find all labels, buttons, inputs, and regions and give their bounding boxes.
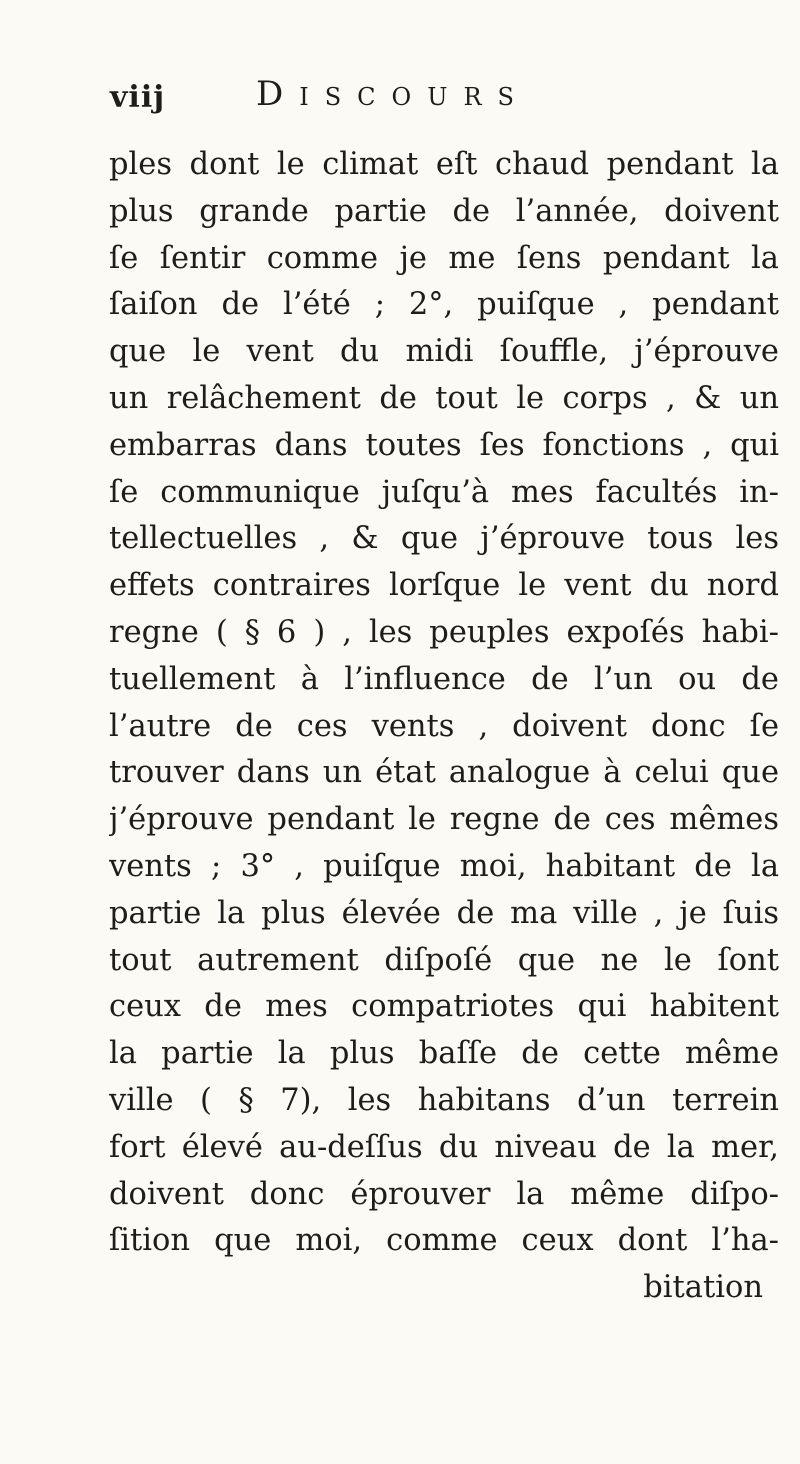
text-line-20: la partie la plus baſſe de cette même [109,1036,779,1072]
body-text [109,142,779,1312]
text-line-23: doivent donc éprouver la même diſpo- [109,1176,779,1212]
text-line-9: tellectuelles , & que j’éprouve tous les [109,521,779,557]
text-line-3: ſe ſentir comme je me ſens pendant la [109,240,779,276]
text-line-10: effets contraires lorſque le vent du nord [109,568,779,604]
text-line-7: embarras dans toutes ſes fonctions , qui [109,427,779,463]
text-line-17: partie la plus élevée de ma ville , je ſuis [109,895,779,931]
text-line-15: j’éprouve pendant le regne de ces mêmes [109,802,779,838]
text-line-25: bitation [643,1270,763,1306]
page-number: viij [110,80,166,115]
text-line-16: vents ; 3° , puiſque moi, habitant de la [109,848,779,884]
text-line-12: tuellement à l’influence de l’un ou de [109,661,779,697]
text-line-24: ſition que moi, comme ceux dont l’ha- [109,1223,779,1259]
text-line-11: regne ( § 6 ) , les peuples expoſés habi- [109,614,779,650]
page-header [110,74,610,120]
running-title: Discours [256,74,530,114]
text-line-22: fort élevé au-deſſus du niveau de la mer, [109,1129,779,1165]
text-line-19: ceux de mes compatriotes qui habitent [109,989,779,1025]
text-line-21: ville ( § 7), les habitans d’un terrein [109,1082,779,1118]
text-line-8: ſe communique juſqu’à mes facultés in- [109,474,779,510]
text-line-5: que le vent du midi ſouffle, j’éprouve [109,334,779,370]
text-line-13: l’autre de ces vents , doivent donc ſe [109,708,779,744]
text-line-14: trouver dans un état analogue à celui que [109,755,779,791]
text-line-6: un relâchement de tout le corps , & un [109,380,779,416]
text-line-4: ſaiſon de l’été ; 2°, puiſque , pendant [109,287,779,323]
text-line-18: tout autrement diſpoſé que ne le ſont [109,942,779,978]
text-line-1: ples dont le climat eſt chaud pendant la [109,147,779,182]
text-line-2: plus grande partie de l’année, doivent [109,193,779,229]
